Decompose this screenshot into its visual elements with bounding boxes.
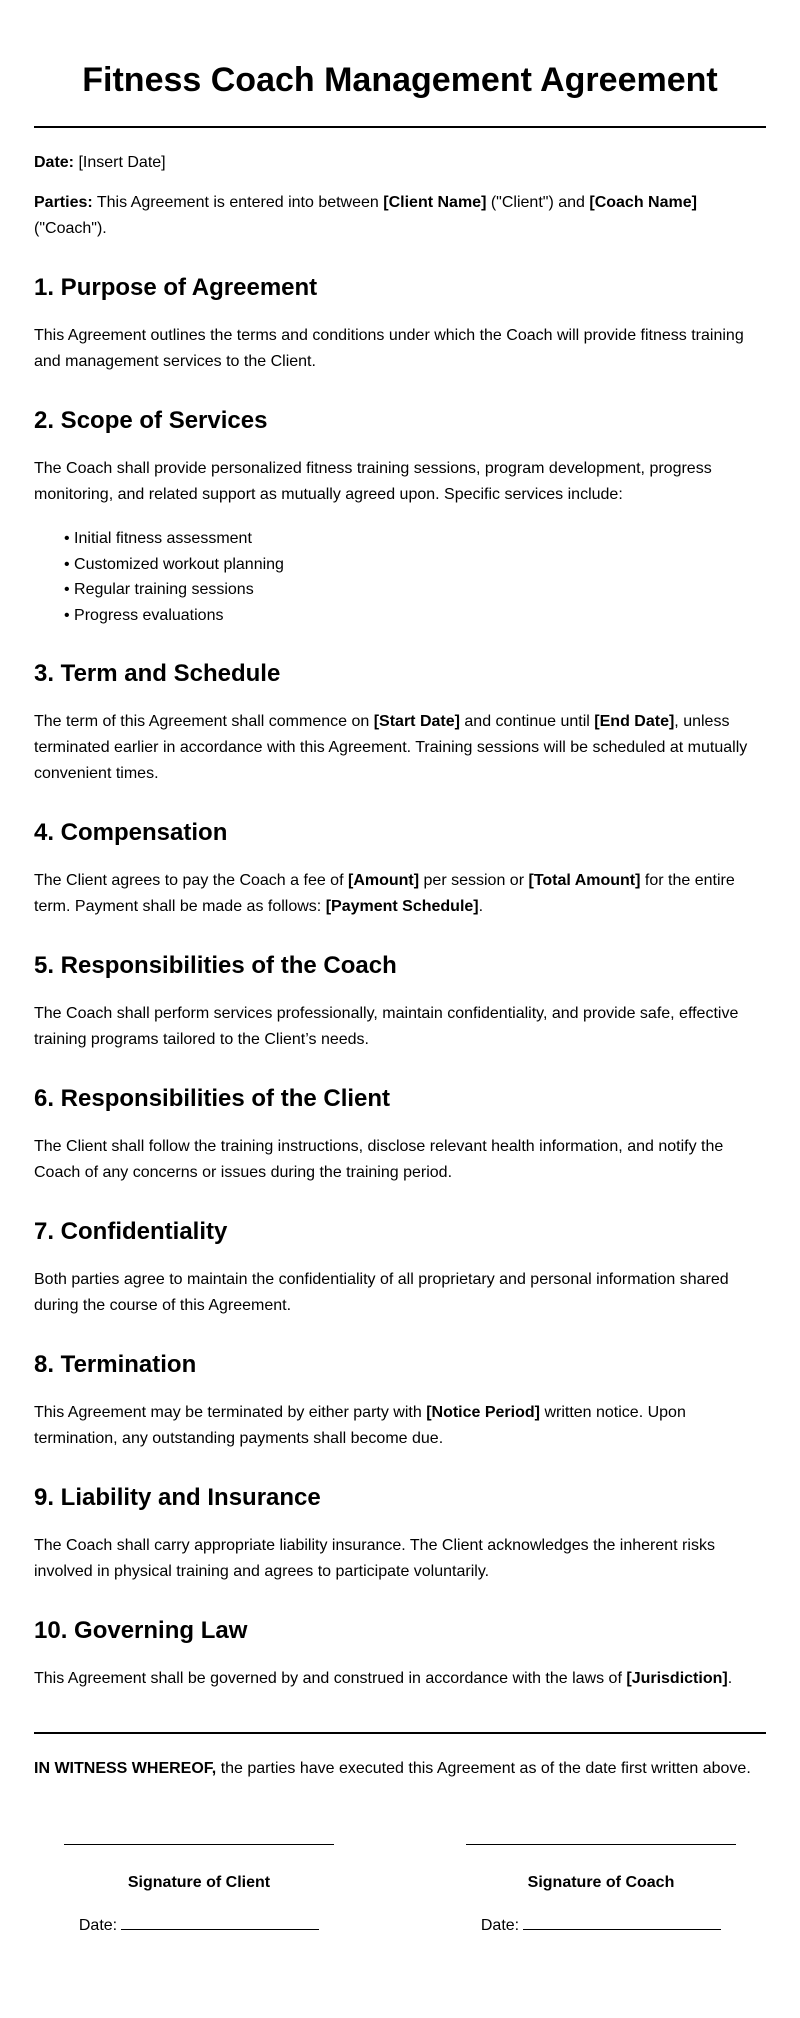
section-heading: 5. Responsibilities of the Coach: [34, 952, 397, 979]
list-item: • Customized workout planning: [64, 552, 766, 578]
title-divider: [34, 126, 766, 128]
section-heading: 4. Compensation: [34, 819, 228, 846]
client-name-placeholder: [Client Name]: [383, 194, 487, 211]
date-label: Date:: [34, 154, 75, 171]
parties-text: ("Coach").: [34, 220, 107, 237]
section-term: [34, 659, 766, 787]
body-text: per session or: [423, 872, 525, 889]
body-text: This Agreement shall be governed by and construed in accordance with the laws of: [34, 1670, 622, 1687]
section-termination: [34, 1350, 766, 1452]
section-scope: [34, 406, 766, 628]
body-text: for the entire term. Payment shall be made as follows:: [34, 872, 735, 915]
section-confidentiality: [34, 1217, 766, 1319]
body-text: .: [727, 1670, 733, 1687]
section-body: [34, 1400, 766, 1452]
section-body: The Client shall follow the training instructions, disclose relevant health information, and notify the Coach of any concerns or issues during the training period.: [34, 1138, 724, 1181]
signature-block: [34, 1844, 766, 1936]
signature-title: Signature of Client: [127, 1874, 271, 1891]
body-text: , unless terminated earlier in accordance with this Agreement. Training sessions will be scheduled at mutually convenient times.: [34, 713, 748, 782]
section-heading: 8. Termination: [34, 1351, 197, 1378]
date-label: Date:: [78, 1917, 118, 1934]
client-signature: [64, 1844, 334, 1936]
section-compensation: [34, 818, 766, 920]
section-body: The Coach shall provide personalized fitness training sessions, program development, progress monitoring, and related support as mutually agreed upon. Specific services include:: [34, 460, 712, 503]
witness-statement: [34, 1756, 766, 1782]
section-purpose: [34, 273, 766, 375]
witness-label: IN WITNESS WHEREOF,: [34, 1760, 217, 1777]
date-blank-line: [523, 1915, 721, 1930]
signature-date: [64, 1915, 334, 1936]
closing-divider: [34, 1732, 766, 1734]
total-amount-placeholder: [Total Amount]: [528, 872, 641, 889]
section-body: This Agreement outlines the terms and conditions under which the Coach will provide fitness training and management services to the Client.: [34, 327, 744, 370]
section-coach-responsibilities: [34, 951, 766, 1053]
date-line: [34, 150, 766, 176]
parties-label: Parties:: [34, 194, 93, 211]
notice-period-placeholder: [Notice Period]: [426, 1404, 540, 1421]
section-body: The Coach shall perform services professionally, maintain confidentiality, and provide safe, effective training programs tailored to the Client’s needs.: [34, 1005, 739, 1048]
section-heading: 9. Liability and Insurance: [34, 1484, 321, 1511]
section-heading: 7. Confidentiality: [34, 1218, 228, 1245]
section-body: [34, 709, 766, 787]
section-client-responsibilities: [34, 1084, 766, 1186]
body-text: The term of this Agreement shall commence on: [34, 713, 370, 730]
section-body: [34, 1666, 766, 1692]
date-value: [Insert Date]: [78, 154, 166, 171]
date-label: Date:: [480, 1917, 520, 1934]
signature-date: [466, 1915, 736, 1936]
section-body: [34, 868, 766, 920]
coach-name-placeholder: [Coach Name]: [589, 194, 697, 211]
start-date-placeholder: [Start Date]: [373, 713, 460, 730]
section-heading: 10. Governing Law: [34, 1617, 248, 1644]
body-text: and continue until: [464, 713, 590, 730]
section-heading: 2. Scope of Services: [34, 407, 268, 434]
signature-line: [64, 1844, 334, 1845]
section-heading: 3. Term and Schedule: [34, 660, 281, 687]
section-heading: 1. Purpose of Agreement: [34, 274, 318, 301]
witness-text: the parties have executed this Agreement as of the date first written above.: [220, 1760, 751, 1777]
body-text: written notice. Upon termination, any outstanding payments shall become due.: [34, 1404, 686, 1447]
date-blank-line: [121, 1915, 319, 1930]
services-list: [64, 526, 766, 628]
parties-line: [34, 190, 766, 242]
payment-schedule-placeholder: [Payment Schedule]: [325, 898, 479, 915]
coach-signature: [466, 1844, 736, 1936]
list-item: • Regular training sessions: [64, 577, 766, 603]
list-item: • Progress evaluations: [64, 603, 766, 629]
section-heading: 6. Responsibilities of the Client: [34, 1085, 391, 1112]
section-liability: [34, 1483, 766, 1585]
section-body: The Coach shall carry appropriate liability insurance. The Client acknowledges the inherent risks involved in physical training and agrees to participate voluntarily.: [34, 1537, 715, 1580]
end-date-placeholder: [End Date]: [594, 713, 675, 730]
body-text: This Agreement may be terminated by either party with: [34, 1404, 422, 1421]
jurisdiction-placeholder: [Jurisdiction]: [626, 1670, 728, 1687]
section-body: Both parties agree to maintain the confidentiality of all proprietary and personal information shared during the course of this Agreement.: [34, 1271, 729, 1314]
amount-placeholder: [Amount]: [347, 872, 420, 889]
signature-line: [466, 1844, 736, 1845]
section-governing-law: [34, 1616, 766, 1692]
document-title: Fitness Coach Management Agreement: [82, 61, 718, 99]
body-text: The Client agrees to pay the Coach a fee of: [34, 872, 344, 889]
list-item: • Initial fitness assessment: [64, 526, 766, 552]
body-text: .: [478, 898, 484, 915]
parties-text: This Agreement is entered into between: [96, 194, 379, 211]
parties-text: ("Client") and: [490, 194, 585, 211]
signature-title: Signature of Coach: [527, 1874, 675, 1891]
